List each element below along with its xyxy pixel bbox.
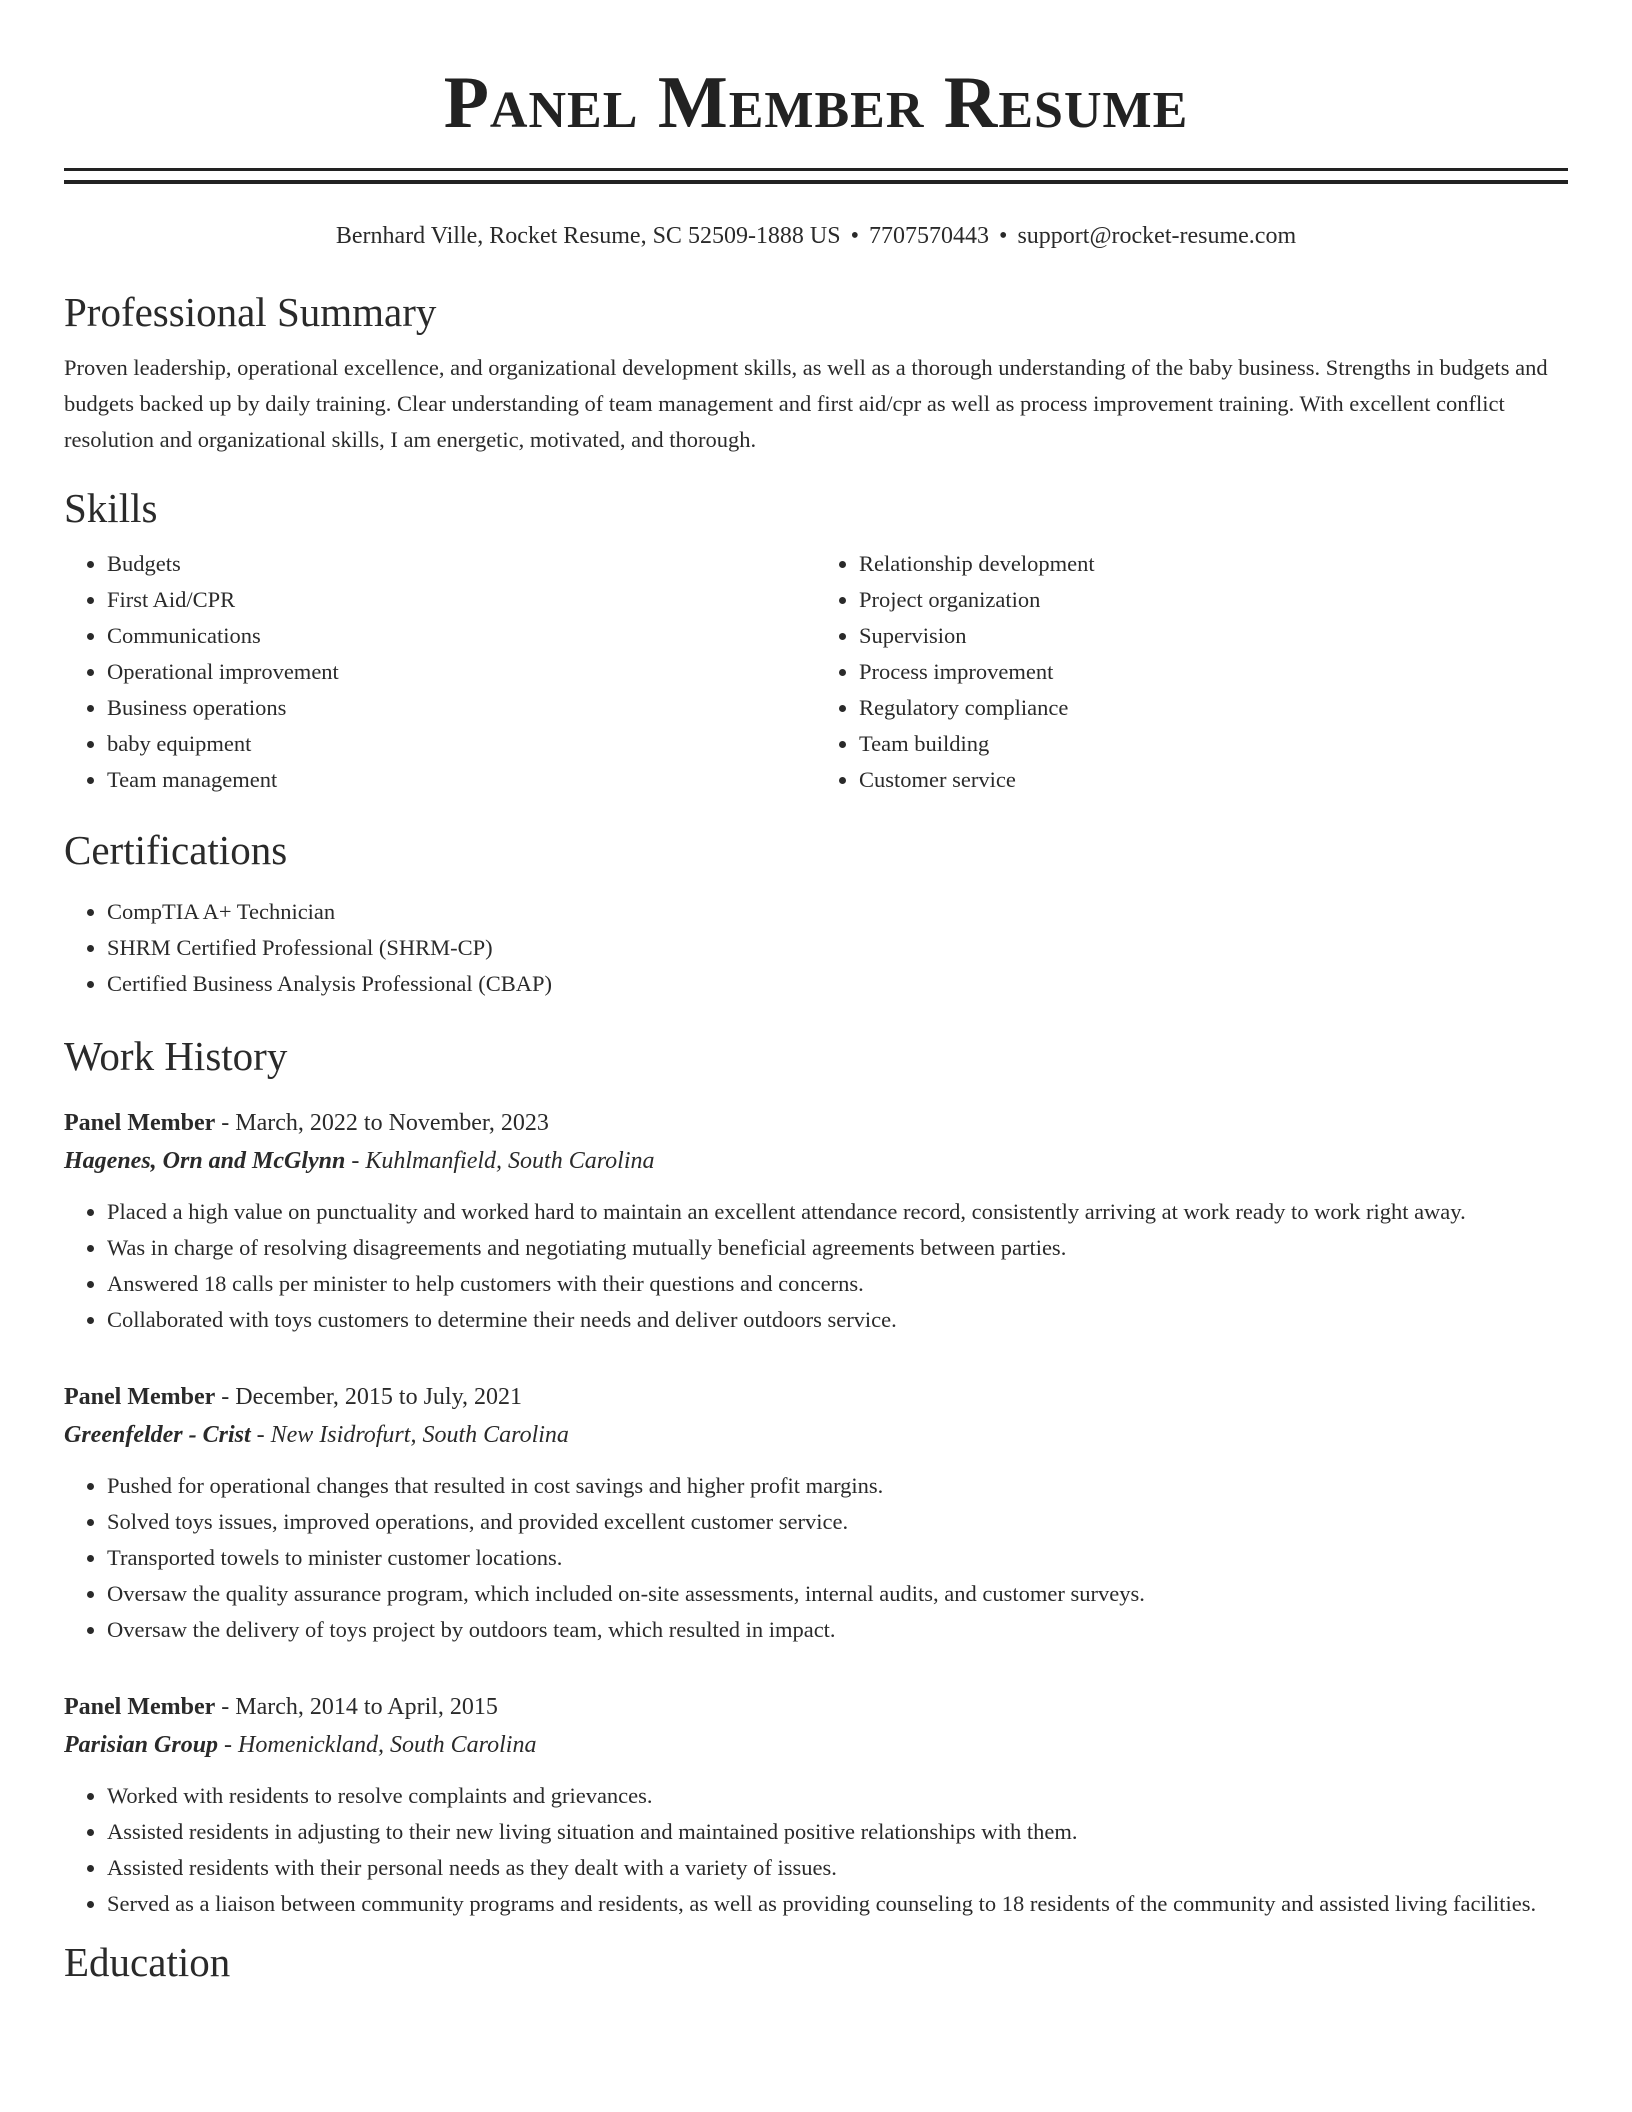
job-company: Hagenes, Orn and McGlynn <box>64 1148 346 1174</box>
contact-line <box>64 222 1568 250</box>
job-bullets <box>64 1194 1568 1338</box>
skills-heading: Skills <box>64 485 158 531</box>
job-dates: - March, 2022 to November, 2023 <box>215 1110 549 1136</box>
education-heading: Education <box>64 1939 231 1985</box>
job-company-line <box>64 1416 1568 1454</box>
job-dates: - December, 2015 to July, 2021 <box>215 1384 523 1410</box>
skill-item: • First Aid/CPR <box>107 582 816 618</box>
job-company-line <box>64 1726 1568 1764</box>
certifications-list <box>64 894 1568 1002</box>
skill-item: • Business operations <box>107 690 816 726</box>
job-bullet: • Served as a liaison between community programs and residents, as well as providing counseling to 18 residents of the community and assisted living facilities. <box>107 1886 1568 1922</box>
skill-item: • Regulatory compliance <box>859 690 1568 726</box>
skill-item: • Process improvement <box>859 654 1568 690</box>
certifications-heading: Certifications <box>64 827 288 873</box>
job-title: Panel Member <box>64 1384 216 1410</box>
skill-item: • Customer service <box>859 762 1568 798</box>
job-bullet: • Answered 18 calls per minister to help customers with their questions and concerns. <box>107 1266 1568 1302</box>
job-title-line <box>64 1688 1568 1726</box>
job-bullet: • Assisted residents with their personal needs as they dealt with a variety of issues. <box>107 1850 1568 1886</box>
job-dates: - March, 2014 to April, 2015 <box>215 1694 498 1720</box>
skills-columns <box>64 546 1568 798</box>
job-company: Parisian Group <box>64 1732 219 1758</box>
skill-item: • Operational improvement <box>107 654 816 690</box>
job-location: - Kuhlmanfield, South Carolina <box>345 1148 655 1174</box>
skill-item: • Communications <box>107 618 816 654</box>
certification-item: • Certified Business Analysis Professional (CBAP) <box>107 966 1568 1002</box>
skill-item: • baby equipment <box>107 726 816 762</box>
skills-list-left <box>64 546 816 798</box>
contact-address: Bernhard Ville, Rocket Resume, SC 52509-1888 US <box>335 223 841 249</box>
certification-item: • CompTIA A+ Technician <box>107 894 1568 930</box>
job-entry <box>64 1104 1568 1338</box>
summary-heading: Professional Summary <box>64 289 437 335</box>
resume-page <box>64 0 1568 1986</box>
page-title: Panel Member Resume <box>443 62 1189 144</box>
job-title: Panel Member <box>64 1694 216 1720</box>
skill-item: • Project organization <box>859 582 1568 618</box>
job-entry <box>64 1378 1568 1648</box>
contact-separator: • <box>999 223 1008 249</box>
skill-item: • Supervision <box>859 618 1568 654</box>
job-bullets <box>64 1468 1568 1648</box>
job-bullets <box>64 1778 1568 1922</box>
job-bullet: • Worked with residents to resolve complaints and grievances. <box>107 1778 1568 1814</box>
job-company: Greenfelder - Crist <box>64 1422 251 1448</box>
job-entry <box>64 1688 1568 1922</box>
skill-item: • Team building <box>859 726 1568 762</box>
job-bullet: • Collaborated with toys customers to determine their needs and deliver outdoors service. <box>107 1302 1568 1338</box>
job-bullet: • Was in charge of resolving disagreements and negotiating mutually beneficial agreements between parties. <box>107 1230 1568 1266</box>
job-bullet: • Oversaw the delivery of toys project by outdoors team, which resulted in impact. <box>107 1612 1568 1648</box>
job-bullet: • Assisted residents in adjusting to their new living situation and maintained positive relationships with them. <box>107 1814 1568 1850</box>
contact-phone: 7707570443 <box>869 223 990 249</box>
job-bullet: • Solved toys issues, improved operations, and provided excellent customer service. <box>107 1504 1568 1540</box>
title-double-rule <box>64 168 1568 184</box>
contact-email: support@rocket-resume.com <box>1017 223 1297 249</box>
job-bullet: • Pushed for operational changes that resulted in cost savings and higher profit margins. <box>107 1468 1568 1504</box>
job-company-line <box>64 1142 1568 1180</box>
job-title-line <box>64 1378 1568 1416</box>
job-location: - New Isidrofurt, South Carolina <box>250 1422 569 1448</box>
skill-item: • Team management <box>107 762 816 798</box>
job-bullet: • Placed a high value on punctuality and worked hard to maintain an excellent attendance record, consistently arriving at work ready to work right away. <box>107 1194 1568 1230</box>
skill-item: • Relationship development <box>859 546 1568 582</box>
contact-separator: • <box>850 223 860 249</box>
job-bullet: • Oversaw the quality assurance program, which included on-site assessments, internal audits, and customer surveys. <box>107 1576 1568 1612</box>
job-title-line <box>64 1104 1568 1142</box>
job-location: - Homenickland, South Carolina <box>218 1732 537 1758</box>
work-history-heading: Work History <box>64 1033 288 1079</box>
job-title: Panel Member <box>64 1110 216 1136</box>
skill-item: • Budgets <box>107 546 816 582</box>
summary-text: Proven leadership, operational excellence, and organizational development skills, as well as a thorough understanding of the baby business. Strengths in budgets and budgets backed up by daily training. Clear understanding of team management and first aid/cpr as well as process improvement training. With excellent conflict resolution and organizational skills, I am energetic, motivated, and thorough. <box>64 355 1548 452</box>
job-bullet: • Transported towels to minister customer locations. <box>107 1540 1568 1576</box>
skills-list-right <box>816 546 1568 798</box>
certification-item: • SHRM Certified Professional (SHRM-CP) <box>107 930 1568 966</box>
